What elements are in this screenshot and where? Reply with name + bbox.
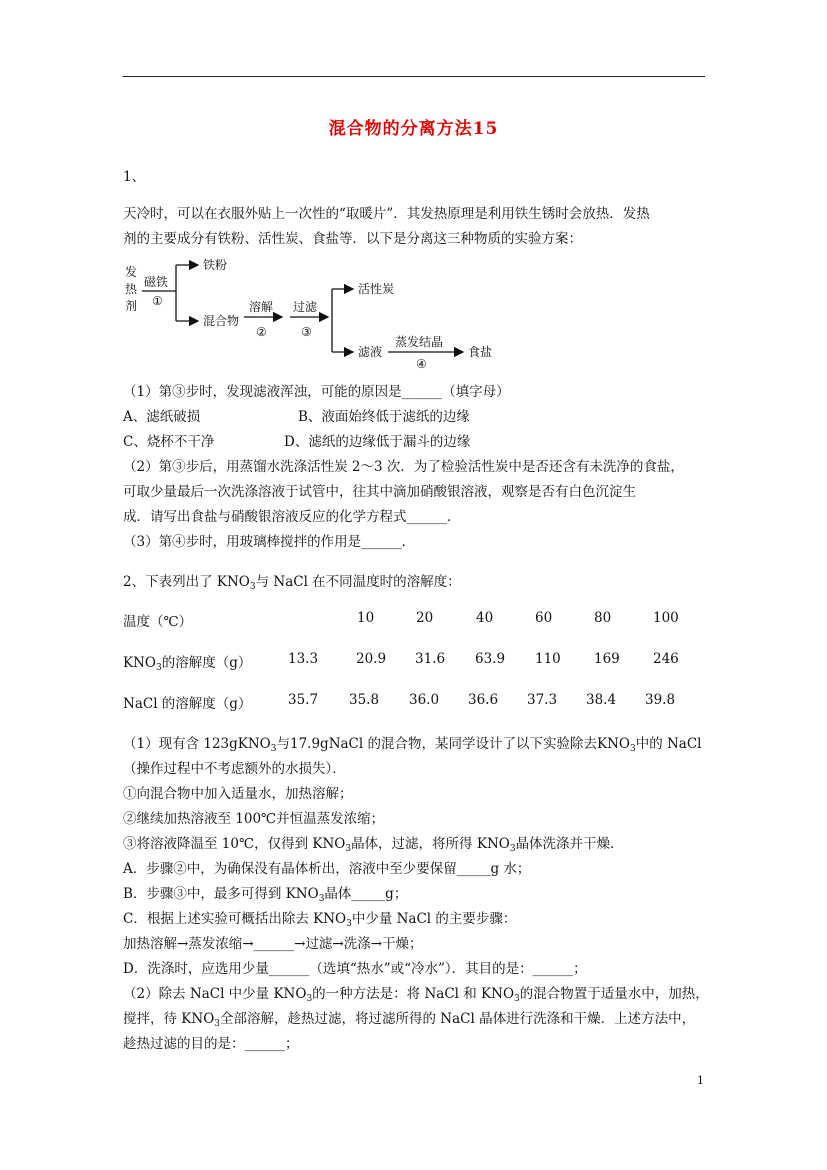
source-char-2: 热: [125, 282, 138, 296]
table-row-label-nacl: NaCl 的溶解度（g）: [123, 696, 252, 712]
table-cell: 60: [535, 610, 553, 626]
option-a: A、滤纸破损: [123, 409, 201, 425]
option-c: C、烧杯不干净: [123, 434, 215, 450]
table-cell: 10: [357, 610, 375, 626]
step4-label: 蒸发结晶: [395, 335, 444, 349]
table-cell: 80: [594, 610, 612, 626]
table-cell: 40: [476, 610, 494, 626]
q1-part2-line1: （2）第③步后，用蒸馏水洗涤活性炭 2～3 次．为了检验活性炭中是否还含有未洗净的食盐，: [123, 459, 684, 475]
header-rule: [123, 76, 705, 77]
step3-label: 过滤: [293, 300, 318, 314]
table-cell: 13.3: [288, 651, 319, 667]
sub-question-b: B．步骤③中，最多可得到 $KNO_3$晶体_____g；: [123, 886, 408, 904]
sub-question-a: A．步骤②中，为确保没有晶体析出，溶液中至少要保留_____g 水；: [123, 861, 531, 877]
sub-question-c: C．根据上述实验可概括出除去 $KNO_3$中少量 NaCl 的主要步骤：: [123, 911, 517, 929]
procedure-step-3: ③将溶液降温至 10℃，仅得到 $KNO_3$晶体，过滤，将所得 $KNO_3$晶体洗涤并干燥．: [123, 836, 624, 854]
table-cell: 39.8: [645, 692, 676, 708]
source-char-3: 剂: [125, 299, 138, 313]
iron-powder-label: 铁粉: [203, 258, 228, 272]
table-cell: 38.4: [586, 692, 617, 708]
q2-part2-line2: 搅拌，待 $KNO_3$全部溶解，趁热过滤，将过滤所得的 NaCl 晶体进行洗涤和干燥．上述方法中，: [123, 1011, 696, 1029]
table-cell: 36.0: [409, 692, 440, 708]
option-d: D、滤纸的边缘低于漏斗的边缘: [284, 434, 471, 450]
salt-label: 食盐: [468, 345, 493, 359]
table-cell: 169: [594, 651, 620, 667]
source-char-1: 发: [125, 265, 138, 279]
q1-part3: （3）第④步时，用玻璃棒搅拌的作用是______．: [123, 534, 416, 550]
table-cell: 100: [653, 610, 679, 626]
procedure-step-1: ①向混合物中加入适量水，加热溶解；: [123, 786, 353, 802]
step1-label: 磁铁: [144, 275, 169, 289]
sub-question-d: D．洗涤时，应选用少量______（选填“热水”或“冷水”）．其目的是：______；: [123, 961, 587, 977]
mixture-label: 混合物: [203, 314, 240, 328]
separation-flow-diagram: [120, 248, 520, 370]
table-cell: 110: [535, 651, 561, 667]
q1-intro-line2: 剂的主要成分有铁粉、活性炭、食盐等．以下是分离这三种物质的实验方案：: [123, 231, 582, 247]
activated-carbon-label: 活性炭: [358, 282, 395, 296]
table-cell: 36.6: [468, 692, 499, 708]
page-title: 混合物的分离方法15: [328, 119, 499, 139]
q1-part2-line3: 成．请写出食盐与硝酸银溶液反应的化学方程式______．: [123, 509, 461, 525]
q2-part2-line3: 趁热过滤的目的是：______；: [123, 1036, 299, 1052]
q2-intro: 2、下表列出了 $KNO_3$与 NaCl 在不同温度时的溶解度：: [123, 574, 461, 592]
table-cell: 35.8: [349, 692, 380, 708]
step2-number: ②: [256, 325, 267, 339]
table-cell: 246: [653, 651, 679, 667]
table-cell: 37.3: [527, 692, 558, 708]
table-row-label-kno3: $KNO_3$的溶解度（g）: [123, 655, 252, 673]
table-cell: 63.9: [475, 651, 506, 667]
table-cell: 20.9: [356, 651, 387, 667]
table-row-label-temperature: 温度（℃）: [123, 614, 193, 630]
table-cell: 31.6: [415, 651, 446, 667]
step3-number: ③: [301, 325, 312, 339]
q2-part1-line2: （操作过程中不考虑额外的水损失）．: [123, 761, 346, 777]
table-cell: 35.7: [288, 692, 319, 708]
q1-intro-line1: 天冷时，可以在衣服外贴上一次性的“取暖片”．其发热原理是利用铁生锈时会放热．发热: [123, 206, 650, 222]
q1-part1: （1）第③步时，发现滤液浑浊，可能的原因是______（填字母）: [123, 384, 510, 400]
procedure-step-2: ②继续加热溶液至 100℃并恒温蒸发浓缩；: [123, 811, 385, 827]
q2-part1-line1: （1）现有含 123gKNO$_3$与17.9gNaCl 的混合物，某同学设计了以下实验除去$KNO_3$中的 NaCl: [123, 736, 702, 754]
q1-part2-line2: 可取少量最后一次洗涤溶液于试管中，往其中滴加硝酸银溶液，观察是否有白色沉淀生: [123, 484, 636, 500]
question-1-number: 1、: [123, 169, 146, 185]
sub-question-c-flow: 加热溶解→蒸发浓缩→______→过滤→洗涤→干燥；: [123, 936, 423, 952]
step1-number: ①: [152, 294, 163, 308]
page-number: 1: [697, 1074, 704, 1087]
step2-label: 溶解: [249, 300, 274, 314]
step4-number: ④: [416, 357, 427, 370]
option-b: B、液面始终低于滤纸的边缘: [298, 409, 470, 425]
q2-part2-line1: （2）除去 NaCl 中少量 $KNO_3$的一种方法是：将 NaCl 和 $KNO_3$的混合物置于适量水中，加热，: [123, 986, 709, 1004]
filtrate-label: 滤液: [358, 345, 383, 359]
table-cell: 20: [416, 610, 434, 626]
